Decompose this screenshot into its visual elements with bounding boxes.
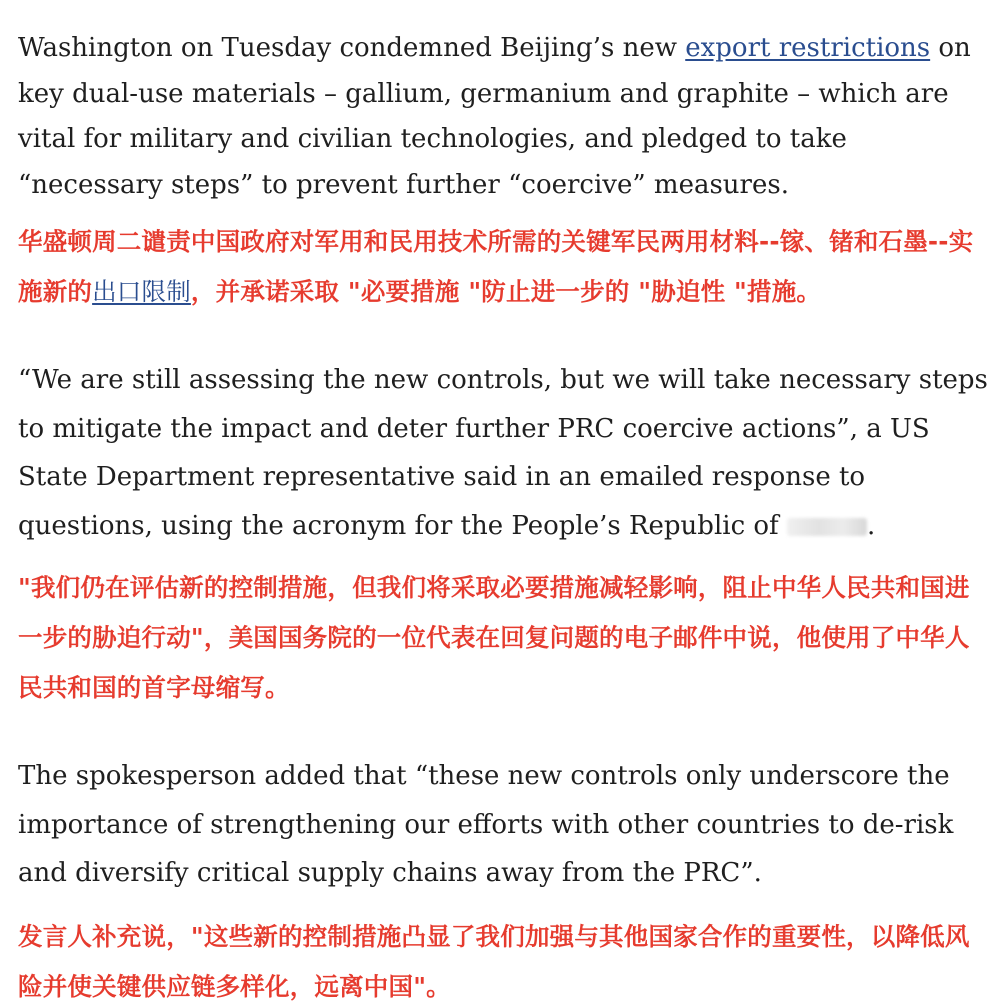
- export-restrictions-link[interactable]: export restrictions: [685, 33, 931, 63]
- paragraph-1-chinese-start: 华盛顿周二谴责中国政府对军用和民用技术所需的关键军民两用材料--镓、锗和石墨--实施新的: [18, 227, 974, 306]
- paragraph-2-period: .: [866, 510, 876, 541]
- paragraph-2-english: [18, 356, 994, 550]
- paragraph-1-text-end: on key dual-use materials – gallium, germanium and graphite – which are vital for military and civilian technologies, and pledged to take “necessary steps” to prevent further “coercive” measures.: [18, 33, 971, 200]
- paragraph-2-chinese: "我们仍在评估新的控制措施，但我们将采取必要措施减轻影响，阻止中华人民共和国进一步的胁迫行动"，美国国务院的一位代表在回复问题的电子邮件中说，他使用了中华人民共和国的首字母缩写。: [18, 573, 970, 702]
- paragraph-1-chinese: [18, 217, 994, 317]
- paragraph-1-text-start: Washington on Tuesday condemned Beijing’s new: [18, 33, 686, 63]
- paragraph-3-chinese: 发言人补充说，"这些新的控制措施凸显了我们加强与其他国家合作的重要性，以降低风险并使关键供应链多样化，远离中国"。: [18, 922, 970, 1001]
- paragraph-3-english: The spokesperson added that “these new controls only underscore the importance of strengthening our efforts with other countries to de-risk and diversify critical supply chains away from the PRC”.: [18, 761, 954, 888]
- paragraph-2-text: “We are still assessing the new controls, but we will take necessary steps to mitigate the impact and deter further PRC coercive actions”, a US State Department representative said in an emailed response to questions, using the acronym for the People’s Republic of: [18, 365, 988, 541]
- paragraph-1-chinese-end: ，并承诺采取 "必要措施 "防止进一步的 "胁迫性 "措施。: [190, 277, 822, 306]
- redacted-word: [787, 518, 867, 536]
- paragraph-1-english: [18, 26, 994, 208]
- export-restrictions-link-chinese[interactable]: 出口限制: [92, 277, 191, 306]
